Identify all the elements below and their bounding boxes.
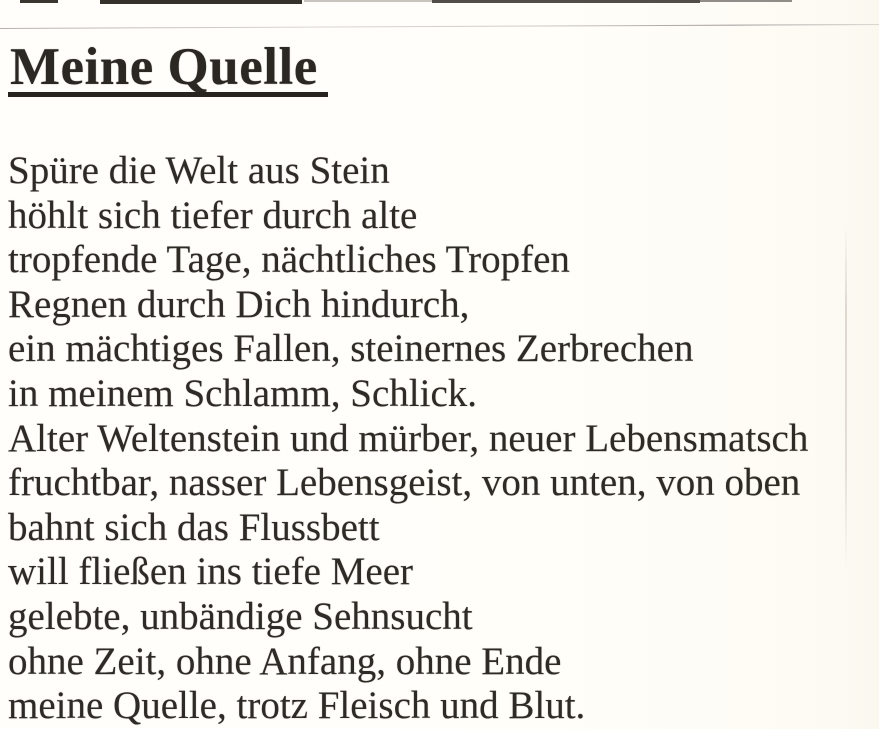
scan-edge-artifact (20, 0, 58, 3)
scan-edge-artifact (304, 0, 432, 2)
poem-line: Alter Weltenstein und mürber, neuer Lebensmatsch (8, 416, 809, 460)
poem-line: in meinem Schlamm, Schlick. (8, 371, 478, 415)
poem-line: ein mächtiges Fallen, steinernes Zerbrechen (8, 327, 694, 371)
scan-edge-artifact (100, 0, 302, 4)
poem-line: höhlt sich tiefer durch alte (8, 193, 418, 237)
poem-line: will fließen ins tiefe Meer (8, 550, 414, 594)
poem-line: bahnt sich das Flussbett (8, 505, 380, 549)
poem-body (8, 149, 868, 729)
poem-line: Spüre die Welt aus Stein (8, 149, 390, 192)
scan-edge-artifact (432, 0, 700, 3)
poem-line: ohne Zeit, ohne Anfang, ohne Ende (8, 639, 562, 683)
page-title: Meine Quelle (8, 42, 328, 97)
poem-line: meine Quelle, trotz Fleisch und Blut. (8, 684, 586, 728)
page-edge-hairline (0, 24, 879, 29)
poem-line: fruchtbar, nasser Lebensgeist, von unten, von oben (8, 461, 801, 505)
scan-edge-artifact (700, 0, 792, 2)
poem-line: Regnen durch Dich hindurch, (8, 282, 470, 326)
poem-line: gelebte, unbändige Sehnsucht (8, 594, 473, 638)
poem-line: tropfende Tage, nächtliches Tropfen (8, 238, 570, 282)
